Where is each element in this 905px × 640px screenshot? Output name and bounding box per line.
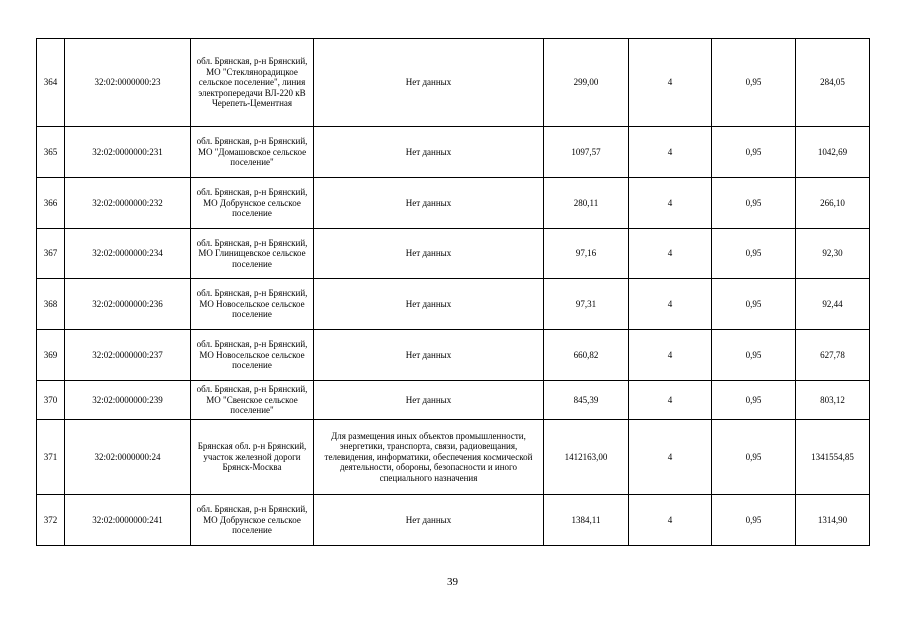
table-row (37, 420, 870, 495)
total-value: 1314,90 (796, 495, 870, 546)
cadastral-number: 32:02:0000000:237 (65, 330, 191, 381)
coefficient-2: 0,95 (712, 279, 796, 330)
cadastral-number: 32:02:0000000:24 (65, 420, 191, 495)
permitted-use: Нет данных (314, 127, 544, 178)
address: обл. Брянская, р-н Брянский, МО "Стеклянорадицкое сельское поселение", линия электропередачи ВЛ-220 кВ Черепеть-Цементная (191, 39, 314, 127)
page-number: 39 (447, 576, 458, 588)
area-value: 299,00 (544, 39, 629, 127)
area-value: 845,39 (544, 381, 629, 420)
table-row (37, 39, 870, 127)
address: обл. Брянская, р-н Брянский, МО Добрунское сельское поселение (191, 178, 314, 229)
coefficient-1: 4 (629, 495, 712, 546)
coefficient-2: 0,95 (712, 229, 796, 279)
row-number: 366 (37, 178, 65, 229)
area-value: 660,82 (544, 330, 629, 381)
area-value: 1412163,00 (544, 420, 629, 495)
address: обл. Брянская, р-н Брянский, МО "Домашовское сельское поселение" (191, 127, 314, 178)
row-number: 372 (37, 495, 65, 546)
address: обл. Брянская, р-н Брянский, МО Новосельское сельское поселение (191, 279, 314, 330)
row-number: 367 (37, 229, 65, 279)
coefficient-1: 4 (629, 178, 712, 229)
coefficient-2: 0,95 (712, 39, 796, 127)
cadastral-number: 32:02:0000000:231 (65, 127, 191, 178)
coefficient-1: 4 (629, 229, 712, 279)
cadastral-number: 32:02:0000000:232 (65, 178, 191, 229)
area-value: 97,16 (544, 229, 629, 279)
permitted-use: Для размещения иных объектов промышленности, энергетики, транспорта, связи, радиовещания, телевидения, информатики, обеспечения космической деятельности, обороны, безопасности и иного специального назначения (314, 420, 544, 495)
area-value: 1384,11 (544, 495, 629, 546)
table-row (37, 381, 870, 420)
coefficient-1: 4 (629, 279, 712, 330)
total-value: 627,78 (796, 330, 870, 381)
coefficient-2: 0,95 (712, 381, 796, 420)
coefficient-1: 4 (629, 39, 712, 127)
total-value: 92,44 (796, 279, 870, 330)
address: обл. Брянская, р-н Брянский, МО Глинищевское сельское поселение (191, 229, 314, 279)
coefficient-2: 0,95 (712, 495, 796, 546)
permitted-use: Нет данных (314, 229, 544, 279)
cadastral-number: 32:02:0000000:239 (65, 381, 191, 420)
coefficient-1: 4 (629, 330, 712, 381)
area-value: 97,31 (544, 279, 629, 330)
total-value: 92,30 (796, 229, 870, 279)
row-number: 364 (37, 39, 65, 127)
permitted-use: Нет данных (314, 178, 544, 229)
table-row (37, 330, 870, 381)
table-row (37, 229, 870, 279)
row-number: 371 (37, 420, 65, 495)
address: Брянская обл. р-н Брянский, участок железной дороги Брянск-Москва (191, 420, 314, 495)
permitted-use: Нет данных (314, 39, 544, 127)
cadastral-number: 32:02:0000000:236 (65, 279, 191, 330)
coefficient-2: 0,95 (712, 420, 796, 495)
total-value: 266,10 (796, 178, 870, 229)
cadastral-number: 32:02:0000000:234 (65, 229, 191, 279)
cadastral-number: 32:02:0000000:241 (65, 495, 191, 546)
total-value: 284,05 (796, 39, 870, 127)
coefficient-1: 4 (629, 127, 712, 178)
address: обл. Брянская, р-н Брянский, МО Добрунское сельское поселение (191, 495, 314, 546)
coefficient-2: 0,95 (712, 127, 796, 178)
row-number: 369 (37, 330, 65, 381)
row-number: 370 (37, 381, 65, 420)
row-number: 368 (37, 279, 65, 330)
coefficient-2: 0,95 (712, 330, 796, 381)
permitted-use: Нет данных (314, 330, 544, 381)
table-row (37, 178, 870, 229)
coefficient-1: 4 (629, 381, 712, 420)
table-row (37, 279, 870, 330)
area-value: 1097,57 (544, 127, 629, 178)
row-number: 365 (37, 127, 65, 178)
address: обл. Брянская, р-н Брянский, МО Новосельское сельское поселение (191, 330, 314, 381)
coefficient-2: 0,95 (712, 178, 796, 229)
table-row (37, 127, 870, 178)
area-value: 280,11 (544, 178, 629, 229)
land-plots-table (36, 38, 870, 546)
total-value: 1341554,85 (796, 420, 870, 495)
total-value: 803,12 (796, 381, 870, 420)
table-row (37, 495, 870, 546)
total-value: 1042,69 (796, 127, 870, 178)
permitted-use: Нет данных (314, 495, 544, 546)
coefficient-1: 4 (629, 420, 712, 495)
address: обл. Брянская, р-н Брянский, МО "Свенское сельское поселение" (191, 381, 314, 420)
cadastral-number: 32:02:0000000:23 (65, 39, 191, 127)
permitted-use: Нет данных (314, 279, 544, 330)
permitted-use: Нет данных (314, 381, 544, 420)
